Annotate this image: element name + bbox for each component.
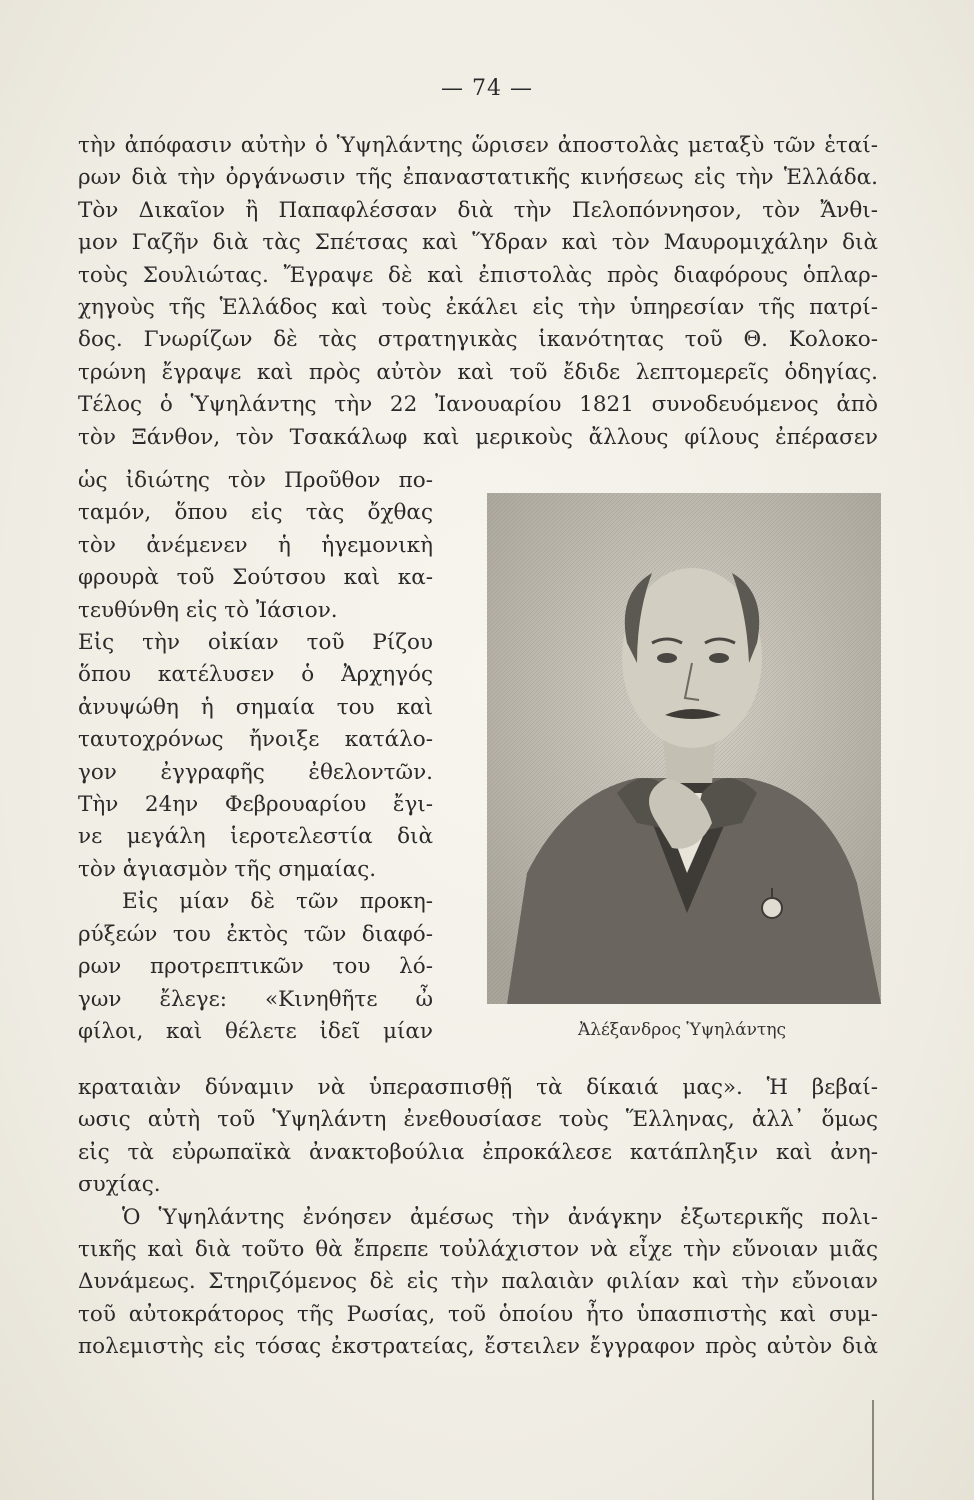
page-number: — 74 — <box>441 76 533 101</box>
text-line: ὅπου κατέλυσεν ὁ Ἀρχηγός <box>78 662 433 688</box>
text-line: τοὺς Σουλιώτας. Ἔγραψε δὲ καὶ ἐπιστολὰς πρὸς διαφόρους ὁπλαρ- <box>78 262 878 288</box>
margin-rule <box>872 1400 874 1500</box>
portrait-figure <box>487 493 881 1004</box>
text-line: νε μεγάλη ἱεροτελεστία διὰ <box>78 824 433 850</box>
text-line: ταυτοχρόνως ἤνοιξε κατάλο- <box>78 727 433 753</box>
text-line: Τὴν 24ην Φεβρουαρίου ἔγι- <box>78 792 433 818</box>
text-line: δος. Γνωρίζων δὲ τὰς στρατηγικὰς ἱκανότητας τοῦ Θ. Κολοκο- <box>78 327 878 353</box>
text-line: τευθύνθη εἰς τὸ Ἰάσιον. <box>78 597 338 623</box>
text-line: συχίας. <box>78 1172 161 1198</box>
text-line: τοῦ αὐτοκράτορος τῆς Ρωσίας, τοῦ ὁποίου ἦτο ὑπασπιστὴς καὶ συμ- <box>78 1301 878 1327</box>
text-line: φρουρὰ τοῦ Σούτσου καὶ κα- <box>78 565 433 591</box>
text-line: φίλοι, καὶ θέλετε ἰδεῖ μίαν <box>78 1018 433 1044</box>
text-line: τικῆς καὶ διὰ τοῦτο θὰ ἔπρεπε τοὐλάχιστον νὰ εἶχε τὴν εὔνοιαν μιᾶς <box>78 1237 878 1263</box>
portrait-engraving-icon <box>487 493 881 1004</box>
text-line: γων ἔλεγε: «Κινηθῆτε ὦ <box>78 986 433 1012</box>
text-line: ρύξεών του ἐκτὸς τῶν διαφό- <box>78 921 433 947</box>
text-line: τρώνη ἔγραψε καὶ πρὸς αὐτὸν καὶ τοῦ ἔδιδε λεπτομερεῖς ὁδηγίας. <box>78 359 878 385</box>
top-paragraph <box>78 130 878 454</box>
text-line: Εἰς μίαν δὲ τῶν προκη- <box>122 889 433 915</box>
text-line: τὴν ἀπόφασιν αὐτὴν ὁ Ὑψηλάντης ὥρισεν ἀποστολὰς μεταξὺ τῶν ἑταί- <box>78 133 878 158</box>
text-line: τὸν ἁγιασμὸν τῆς σημαίας. <box>78 856 377 882</box>
text-line: ἀνυψώθη ἡ σημαία του καὶ <box>78 694 433 720</box>
text-line: ωσις αὐτὴ τοῦ Ὑψηλάντη ἐνεθουσίασε τοὺς Ἕλληνας, ἀλλ᾽ ὅμως <box>78 1107 878 1133</box>
text-line: Εἰς τὴν οἰκίαν τοῦ Ρίζου <box>78 630 433 656</box>
text-line: τὸν Ξάνθον, τὸν Τσακάλωφ καὶ μερικοὺς ἄλλους φίλους ἐπέρασεν <box>78 424 878 450</box>
text-line: εἰς τὰ εὐρωπαϊκὰ ἀνακτοβούλια ἐπροκάλεσε κατάπληξιν καὶ ἀνη- <box>78 1139 878 1165</box>
left-column-text <box>78 465 433 1048</box>
text-line: ὡς ἰδιώτης τὸν Προῦθον πο- <box>78 468 433 493</box>
text-line: Τέλος ὁ Ὑψηλάντης τὴν 22 Ἰανουαρίου 1821 συνοδευόμενος ἀπὸ <box>78 392 878 418</box>
bottom-paragraph <box>78 1072 878 1364</box>
text-line: Ὁ Ὑψηλάντης ἐνόησεν ἀμέσως τὴν ἀνάγκην ἐξωτερικῆς πολι- <box>122 1204 878 1230</box>
text-line: χηγοὺς τῆς Ἑλλάδος καὶ τοὺς ἐκάλει εἰς τὴν ὑπηρεσίαν τῆς πατρί- <box>78 295 878 321</box>
text-line: ρων προτρεπτικῶν του λό- <box>78 954 433 980</box>
text-line: κραταιὰν δύναμιν νὰ ὑπερασπισθῇ τὰ δίκαιά μας». Ἡ βεβαί- <box>78 1075 878 1100</box>
text-line: ρων διὰ τὴν ὀργάνωσιν τῆς ἐπαναστατικῆς κινήσεως εἰς τὴν Ἑλλάδα. <box>78 165 878 191</box>
text-line: μον Γαζῆν διὰ τὰς Σπέτσας καὶ Ὕδραν καὶ τὸν Μαυρομιχάλην διὰ <box>78 230 878 256</box>
text-line: γον ἐγγραφῆς ἐθελοντῶν. <box>78 759 433 785</box>
text-line: Τὸν Δικαῖον ἢ Παπαφλέσσαν διὰ τὴν Πελοπόννησον, τὸν Ἄνθι- <box>78 197 878 223</box>
figure-caption: Ἀλέξανδρος Ὑψηλάντης <box>577 1020 787 1040</box>
text-line: πολεμιστὴς εἰς τόσας ἐκστρατείας, ἔστειλεν ἔγγραφον πρὸς αὐτὸν διὰ <box>78 1334 878 1360</box>
text-line: τὸν ἀνέμενεν ἡ ἡγεμονικὴ <box>78 532 433 558</box>
text-line: ταμόν, ὅπου εἰς τὰς ὄχθας <box>78 500 433 526</box>
text-line: Δυνάμεως. Στηριζόμενος δὲ εἰς τὴν παλαιὰν φιλίαν καὶ τὴν εὔνοιαν <box>78 1269 878 1295</box>
